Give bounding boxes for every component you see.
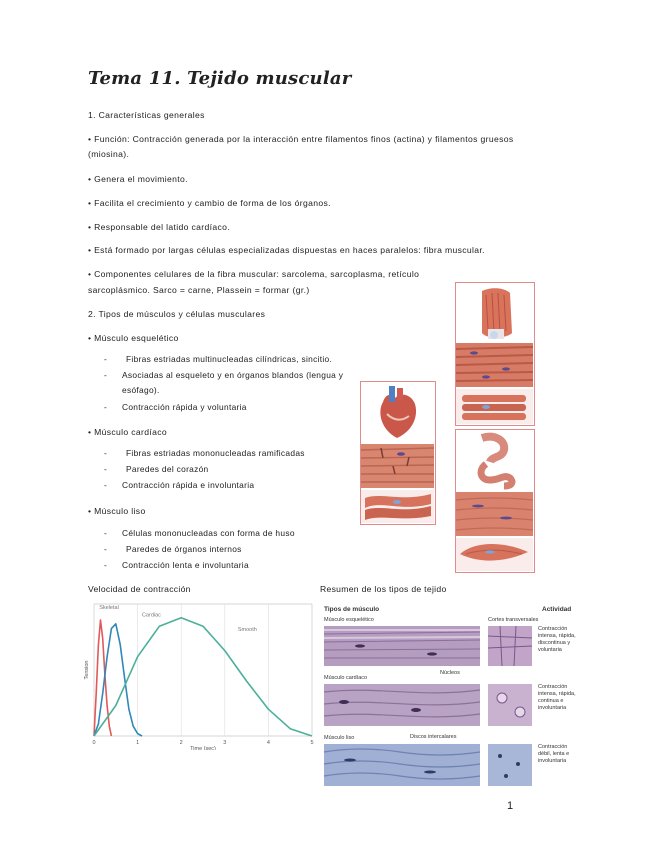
chart-svg: [82, 598, 318, 750]
list-item: Fibras estriadas mononucleadas ramificadas: [126, 448, 305, 458]
summary-col-tipo: Tipos de músculo: [324, 606, 380, 613]
summary-nucleos: Núcleos: [440, 670, 460, 676]
actividad-line: Contracción: [538, 684, 568, 690]
list-liso: [104, 528, 364, 576]
section-heading-1: 1. Características generales: [88, 110, 205, 120]
summary-row-name: Músculo liso: [324, 735, 355, 741]
paragraph-componentes-cont: sarcoplásmico. Sarco = carne, Plassein = formar (gr.): [88, 285, 310, 295]
chart-tick-label: 4: [266, 740, 270, 746]
chart-series-label: Smooth: [237, 627, 257, 634]
dash: -: [104, 402, 108, 412]
chart-xlabel: Time (sec): [190, 746, 216, 750]
actividad-line: discontinua y: [538, 640, 571, 646]
smooth-muscle-figure: [455, 429, 535, 573]
dash: -: [104, 354, 108, 364]
summary-discos: Discos intercalares: [410, 734, 457, 740]
section-heading-2: 2. Tipos de músculos y células musculares: [88, 309, 266, 319]
actividad-line: intensa, rápida,: [538, 633, 576, 639]
page-title: Tema 11. Tejido muscular: [88, 68, 352, 89]
paragraph-latido: • Responsable del latido cardíaco.: [88, 222, 230, 232]
tissue-summary-figure: [320, 600, 590, 790]
skeletal-muscle-figure: [455, 282, 535, 426]
summary-actividad-text: [538, 684, 576, 712]
list-item: Asociadas al esqueleto y en órganos blandos (lengua y: [122, 370, 344, 380]
list-cardiaco: [104, 448, 364, 496]
label-liso: • Músculo liso: [88, 506, 146, 516]
caption-velocidad: Velocidad de contracción: [88, 584, 191, 594]
chart-series-label: Skeletal: [99, 605, 119, 612]
actividad-line: voluntaria: [538, 647, 562, 653]
chart-tick-label: 3: [223, 740, 227, 746]
contraction-velocity-chart: [82, 598, 318, 750]
list-item: Paredes del corazón: [126, 464, 209, 474]
skeletal-muscle-illustration: [456, 283, 533, 424]
list-item: Células mononucleadas con forma de huso: [122, 528, 295, 538]
paragraph-crecimiento: • Facilita el crecimiento y cambio de forma de los órganos.: [88, 198, 331, 208]
list-esqueletico: [104, 354, 364, 424]
dash: -: [104, 528, 108, 538]
summary-row-name: Músculo cardíaco: [324, 675, 368, 681]
actividad-line: involuntaria: [538, 705, 567, 711]
actividad-line: intensa, rápida,: [538, 691, 576, 697]
paragraph-componentes: • Componentes celulares de la fibra muscular: sarcolema, sarcoplasma, retículo: [88, 269, 420, 279]
label-esqueletico: • Músculo esquelético: [88, 333, 179, 343]
list-item: Contracción rápida e involuntaria: [122, 480, 255, 490]
summary-actividad-text: [538, 744, 569, 765]
list-item: Fibras estriadas multinucleadas cilíndricas, sincitio.: [126, 354, 333, 364]
summary-actividad-text: [538, 626, 576, 654]
paragraph-funcion: • Función: Contracción generada por la interacción entre filamentos finos (actina) y filamentos gruesos: [88, 134, 514, 144]
dash: -: [104, 480, 108, 490]
page-number: 1: [507, 800, 514, 812]
actividad-line: débil, lenta e: [538, 751, 570, 757]
chart-ylabel: Tension: [84, 660, 90, 680]
chart-tick-label: 2: [179, 740, 183, 746]
dash: -: [104, 560, 108, 570]
paragraph-funcion-cont: (miosina).: [88, 149, 130, 159]
chart-plot-area: [94, 604, 312, 736]
cardiac-muscle-figure: [360, 381, 436, 525]
actividad-line: Contracción: [538, 744, 568, 750]
caption-resumen: Resumen de los tipos de tejido: [320, 584, 447, 594]
summary-col-actividad: Actividad: [542, 606, 572, 613]
actividad-line: involuntaria: [538, 758, 567, 764]
dash: -: [104, 464, 108, 474]
chart-tick-label: 0: [92, 740, 96, 746]
label-cardiaco: • Músculo cardíaco: [88, 427, 168, 437]
paragraph-fibra: • Está formado por largas células especializadas dispuestas en haces paralelos: fibra muscular.: [88, 245, 485, 255]
dash: -: [104, 448, 108, 458]
list-item: Contracción lenta e involuntaria: [122, 560, 249, 570]
summary-row-name: Músculo esquelético: [324, 617, 374, 623]
dash: -: [104, 544, 108, 554]
actividad-line: continua e: [538, 698, 564, 704]
chart-series-label: Cardiac: [141, 612, 161, 619]
actividad-line: Contracción: [538, 626, 568, 632]
chart-tick-label: 1: [136, 740, 140, 746]
list-item-cont: esófago).: [122, 385, 160, 395]
chart-tick-label: 5: [310, 740, 314, 746]
summary-cortes: Cortes transversales: [488, 617, 539, 623]
dash: -: [104, 370, 108, 380]
cardiac-muscle-illustration: [361, 382, 434, 523]
smooth-muscle-illustration: [456, 430, 533, 571]
list-item: Contracción rápida y voluntaria: [122, 402, 247, 412]
paragraph-movimiento: • Genera el movimiento.: [88, 174, 188, 184]
list-item: Paredes de órganos internos: [126, 544, 242, 554]
